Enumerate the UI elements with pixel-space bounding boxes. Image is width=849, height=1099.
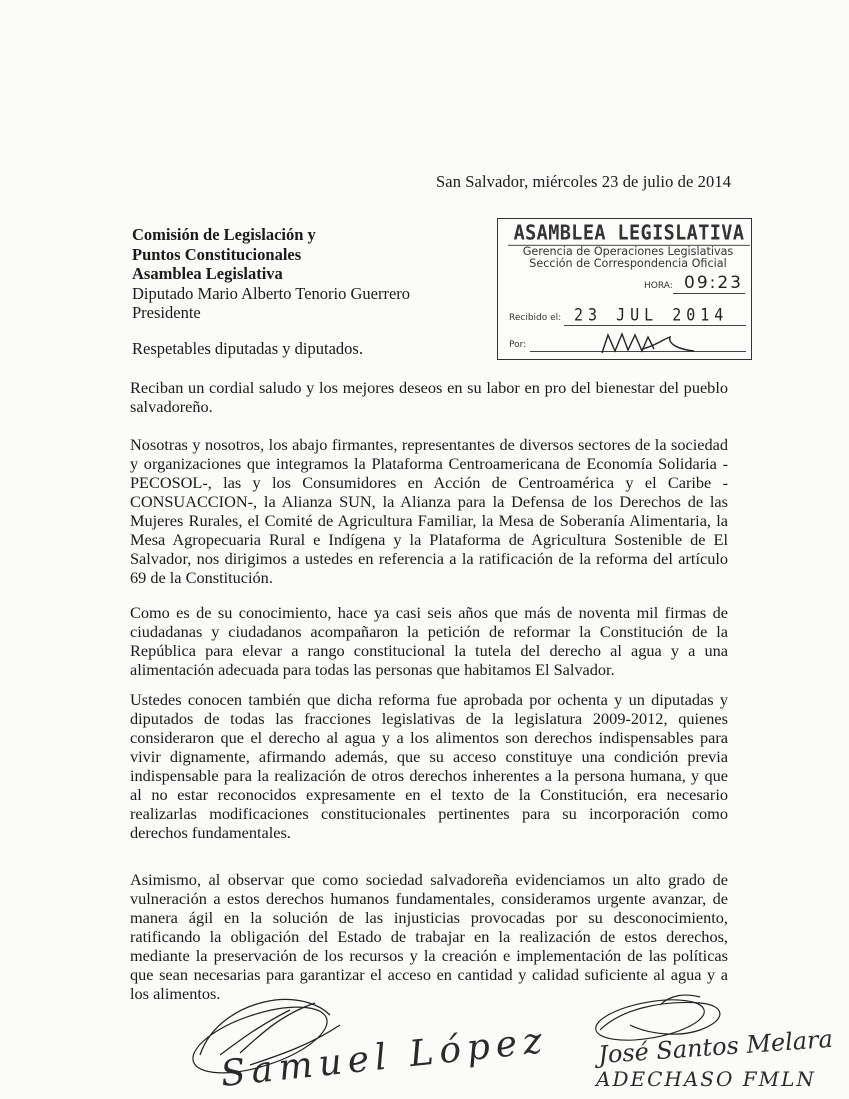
stamp-hora-value: 09:23 [684, 273, 743, 293]
paragraph-signatories: Nosotras y nosotros, los abajo firmantes, representantes de diversos sectores de la sociedad y organizaciones que integramos la Plataforma Centroamericana de Economía Solidaria -PECOSOL-, las y los Consumidores en Acción de Centroamérica y el Caribe - CONSUACCION-, la Alianza SUN, la Alianza para la Defensa de los Derechos de las Mujeres Rurales, el Comité de Agricultura Familiar, la Mesa de Soberanía Alimentaria, la Mesa Agropecuaria Rural e Indígena y la Plataforma de Agricultura Sostenible de El Salvador, nos dirigimos a ustedes en referencia a la ratificación de la reforma del artículo 69 de la Constitución. [130, 435, 728, 587]
signature-name-2: José Santos Melara [597, 1024, 834, 1070]
addressee-commission: Comisión de Legislación y [132, 225, 316, 244]
paragraph-background: Como es de su conocimiento, hace ya casi seis años que más de noventa mil firmas de ciudadanas y ciudadanos acompañaron la petición de reformar la Constitución de la República para elevar a rango constitucional la tutela del derecho al agua y a una alimentación adecuada para todas las personas que habitamos El Salvador. [130, 603, 728, 679]
signatures-area [180, 985, 849, 1099]
stamp-title: ASAMBLEA LEGISLATIVA [508, 222, 750, 246]
stamp-section: Sección de Correspondencia Oficial [529, 257, 727, 270]
addressee-block [132, 225, 410, 323]
addressee-commission-cont: Puntos Constitucionales [132, 244, 302, 264]
stamp-hora-label: HORA: [644, 281, 673, 291]
signature-name-1: Samuel López [218, 1019, 550, 1096]
signature-name-3: ADECHASO FMLN [596, 1067, 816, 1091]
paragraph-greeting: Reciban un cordial saludo y los mejores deseos en su labor en pro del bienestar del pueblo salvadoreño. [130, 378, 728, 416]
dateline: San Salvador, miércoles 23 de julio de 2014 [436, 172, 732, 191]
addressee-deputy: Diputado Mario Alberto Tenorio Guerrero [132, 283, 411, 303]
addressee-role: Presidente [132, 303, 201, 322]
stamp-hora-rule [673, 293, 745, 294]
stamp-recibido-value: 23 JUL 2014 [574, 304, 729, 326]
stamp-initials-signature [598, 329, 698, 357]
reception-stamp [497, 218, 752, 360]
salutation: Respetables diputadas y diputados. [132, 339, 363, 358]
addressee-assembly: Asamblea Legislativa [132, 264, 283, 283]
stamp-recibido-label: Recibido el: [509, 313, 562, 323]
stamp-por-label: Por: [509, 340, 527, 350]
paragraph-request: Asimismo, al observar que como sociedad salvadoreña evidenciamos un alto grado de vulneración a estos derechos humanos fundamentales, consideramos urgente avanzar, de manera ágil en la solución de las injusticias provocadas por su desconocimiento, ratificando la obligación del Estado de trabajar en la realización de estos derechos, mediante la preservación de los recursos y la creación e implementación de las políticas que sean necesarias para garantizar el acceso en cantidad y calidad suficiente al agua y a los alimentos. [130, 870, 728, 1003]
stamp-department: Gerencia de Operaciones Legislativas [522, 245, 734, 258]
paragraph-reform-approval: Ustedes conocen también que dicha reforma fue aprobada por ochenta y un diputadas y diputados de todas las fracciones legislativas de la legislatura 2009-2012, quienes consideraron que el derecho al agua y a los alimentos son derechos indispensables para vivir dignamente, afirmando además, que su acceso constituye una condición previa indispensable para la realización de otros derechos inherentes a la persona humana, y que al no estar reconocidos expresamente en el texto de la Constitución, era necesario realizarlas modificaciones constitucionales pertinentes para su incorporación como derechos fundamentales. [130, 690, 728, 842]
